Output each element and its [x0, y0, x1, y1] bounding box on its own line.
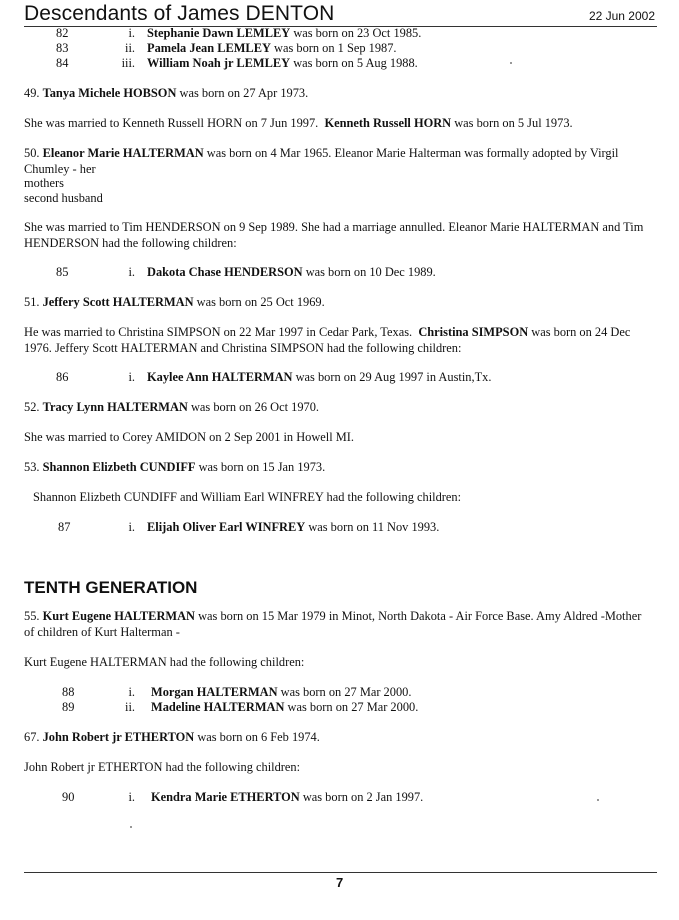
child-name: Morgan HALTERMAN — [151, 685, 278, 699]
child-name: Pamela Jean LEMLEY — [147, 41, 271, 55]
person-number: 55. — [24, 609, 40, 623]
person-entry — [24, 730, 320, 745]
family-entry: Shannon Elizbeth CUNDIFF and William Earl WINFREY had the following children: — [33, 490, 462, 504]
person-entry — [24, 295, 325, 310]
child-roman: i. — [128, 790, 135, 804]
child-name: Elijah Oliver Earl WINFREY — [147, 520, 306, 534]
scan-speck — [510, 62, 512, 64]
person-number: 53. — [24, 460, 40, 474]
child-entry — [147, 41, 397, 56]
child-entry — [147, 370, 491, 385]
person-name: Shannon Elizbeth CUNDIFF — [42, 460, 196, 474]
child-roman: i. — [128, 265, 135, 279]
spouse-name: Kenneth Russell HORN — [324, 116, 452, 130]
child-number: 89 — [62, 700, 75, 714]
child-roman: ii. — [125, 41, 135, 55]
marriage-entry: She was married to Tim HENDERSON on 9 Sep 1989. She had a marriage annulled. Eleanor Marie HALTERMAN and Tim HENDERSON had the following children: — [24, 220, 644, 250]
child-number: 87 — [58, 520, 71, 534]
child-number: 88 — [62, 685, 75, 699]
child-number: 90 — [62, 790, 75, 804]
person-detail: was born on 15 Jan 1973. — [195, 460, 326, 474]
child-roman: iii. — [121, 56, 135, 70]
child-number: 86 — [56, 370, 69, 384]
marriage-text: She was married to Kenneth Russell HORN on 7 Jun 1997. — [24, 116, 319, 130]
person-detail: was born on 26 Oct 1970. — [187, 400, 320, 414]
person-name: Kurt Eugene HALTERMAN — [42, 609, 195, 623]
person-detail: was born on 27 Apr 1973. — [176, 86, 309, 100]
child-roman: i. — [128, 26, 135, 40]
spouse-detail: was born on 24 Dec 1976. Jeffery Scott HALTERMAN and Christina SIMPSON had the following children: — [24, 325, 631, 355]
person-detail: was born on 15 Mar 1979 in Minot, North Dakota - Air Force Base. Amy Aldred -Mother of children of Kurt Halterman - — [24, 609, 642, 639]
page-number: 7 — [336, 875, 344, 890]
child-name: William Noah jr LEMLEY — [147, 56, 291, 70]
person-number: 51. — [24, 295, 40, 309]
child-number: 83 — [56, 41, 69, 55]
child-name: Kaylee Ann HALTERMAN — [147, 370, 293, 384]
child-detail: was born on 11 Nov 1993. — [305, 520, 440, 534]
marriage-entry — [24, 325, 654, 356]
child-name: Stephanie Dawn LEMLEY — [147, 26, 291, 40]
child-roman: i. — [128, 520, 135, 534]
note-line: second husband — [24, 191, 103, 205]
person-number: 67. — [24, 730, 40, 744]
child-detail: was born on 2 Jan 1997. — [299, 790, 424, 804]
person-name: Eleanor Marie HALTERMAN — [42, 146, 204, 160]
child-entry — [147, 520, 439, 535]
person-entry — [24, 460, 325, 475]
person-entry — [24, 400, 319, 415]
child-detail: was born on 27 Mar 2000. — [277, 685, 412, 699]
person-number: 52. — [24, 400, 40, 414]
person-detail: was born on 6 Feb 1974. — [194, 730, 320, 744]
child-roman: ii. — [125, 700, 135, 714]
child-entry — [147, 26, 421, 41]
child-entry — [151, 700, 418, 715]
child-entry — [151, 790, 423, 805]
child-detail: was born on 1 Sep 1987. — [270, 41, 397, 55]
person-entry — [24, 86, 308, 101]
child-name: Madeline HALTERMAN — [151, 700, 285, 714]
person-detail: was born on 4 Mar 1965. Eleanor Marie Halterman was formally adopted by Virgil Chumley - her — [24, 146, 619, 176]
child-entry — [147, 265, 436, 280]
child-detail: was born on 27 Mar 2000. — [284, 700, 419, 714]
child-name: Dakota Chase HENDERSON — [147, 265, 303, 279]
document-title: Descendants of James DENTON — [24, 2, 335, 25]
child-number: 85 — [56, 265, 69, 279]
person-name: Tanya Michele HOBSON — [42, 86, 177, 100]
family-entry: John Robert jr ETHERTON had the following children: — [24, 760, 301, 774]
child-number: 84 — [56, 56, 69, 70]
marriage-text: He was married to Christina SIMPSON on 22 Mar 1997 in Cedar Park, Texas. — [24, 325, 413, 339]
marriage-entry: She was married to Corey AMIDON on 2 Sep 2001 in Howell MI. — [24, 430, 355, 444]
child-entry — [147, 56, 418, 71]
spouse-detail: was born on 5 Jul 1973. — [451, 116, 573, 130]
family-entry: Kurt Eugene HALTERMAN had the following children: — [24, 655, 305, 669]
person-number: 50. — [24, 146, 40, 160]
child-detail: was born on 29 Aug 1997 in Austin,Tx. — [292, 370, 492, 384]
person-entry — [24, 146, 654, 177]
child-roman: i. — [128, 370, 135, 384]
person-name: Tracy Lynn HALTERMAN — [42, 400, 188, 414]
note-line: mothers — [24, 176, 64, 190]
document-date: 22 Jun 2002 — [588, 9, 655, 23]
person-name: John Robert jr ETHERTON — [42, 730, 195, 744]
child-detail: was born on 23 Oct 1985. — [290, 26, 422, 40]
child-name: Kendra Marie ETHERTON — [151, 790, 300, 804]
child-number: 82 — [56, 26, 69, 40]
marriage-entry — [24, 116, 573, 131]
child-detail: was born on 10 Dec 1989. — [302, 265, 436, 279]
person-number: 49. — [24, 86, 40, 100]
child-roman: i. — [128, 685, 135, 699]
child-detail: was born on 5 Aug 1988. — [290, 56, 418, 70]
spouse-name: Christina SIMPSON — [418, 325, 529, 339]
person-detail: was born on 25 Oct 1969. — [193, 295, 325, 309]
person-name: Jeffery Scott HALTERMAN — [42, 295, 194, 309]
scan-speck — [130, 826, 132, 828]
child-entry — [151, 685, 411, 700]
footer-rule — [24, 872, 657, 873]
person-entry — [24, 609, 654, 640]
generation-heading: TENTH GENERATION — [24, 578, 198, 597]
scan-speck — [597, 799, 599, 801]
